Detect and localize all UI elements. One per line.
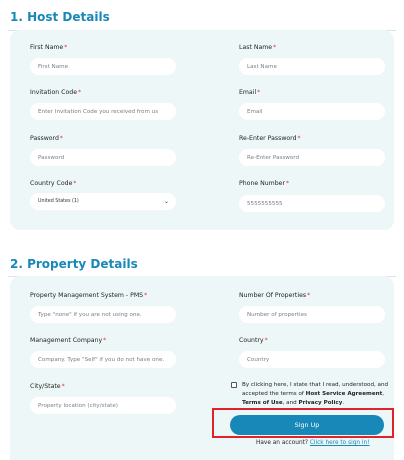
country-input[interactable] — [239, 351, 385, 368]
reenter-password-input[interactable] — [239, 149, 385, 166]
management-company-input[interactable] — [30, 351, 176, 368]
property-details-title: 2. Property Details — [10, 257, 138, 271]
phone-number-label: Phone Number* — [239, 180, 289, 187]
last-name-input[interactable] — [239, 58, 385, 75]
terms-checkbox[interactable] — [231, 382, 237, 388]
email-label: Email* — [239, 89, 261, 96]
city-state-label: City/State* — [30, 383, 65, 390]
sign-in-link[interactable]: Click here to sign in! — [309, 440, 370, 446]
host-service-agreement-link[interactable]: Host Service Agreement — [305, 390, 383, 397]
pms-label: Property Management System - PMS* — [30, 292, 148, 299]
phone-number-input[interactable] — [239, 195, 385, 212]
sign-in-prompt: Have an account? Click here to sign in! — [256, 440, 370, 446]
terms-text: By clicking here, I state that I read, understood, and accepted the terms of Host Service Agreement, Terms of Use, and Privacy Policy. — [242, 382, 389, 406]
sign-up-button[interactable]: Sign Up — [230, 415, 384, 435]
country-label: Country* — [239, 337, 268, 344]
number-of-properties-label: Number Of Properties* — [239, 292, 311, 299]
city-state-input[interactable] — [30, 397, 176, 414]
invitation-code-label: Invitation Code* — [30, 89, 82, 96]
first-name-input[interactable] — [30, 58, 176, 75]
email-input[interactable] — [239, 103, 385, 120]
privacy-policy-link[interactable]: Privacy Policy — [298, 399, 343, 406]
country-code-label: Country Code* — [30, 180, 77, 187]
number-of-properties-input[interactable] — [239, 306, 385, 323]
country-code-value: United States (1) — [38, 199, 79, 204]
first-name-label: First Name* — [30, 44, 68, 51]
management-company-label: Management Company* — [30, 337, 107, 344]
password-label: Password* — [30, 135, 63, 142]
invitation-code-input[interactable] — [30, 103, 176, 120]
country-code-select[interactable] — [30, 193, 176, 210]
password-input[interactable] — [30, 149, 176, 166]
last-name-label: Last Name* — [239, 44, 277, 51]
reenter-password-label: Re-Enter Password* — [239, 135, 301, 142]
host-details-title: 1. Host Details — [10, 10, 110, 24]
chevron-down-icon: ⌄ — [163, 198, 169, 205]
terms-of-use-link[interactable]: Terms of Use — [242, 399, 283, 406]
pms-input[interactable] — [30, 306, 176, 323]
